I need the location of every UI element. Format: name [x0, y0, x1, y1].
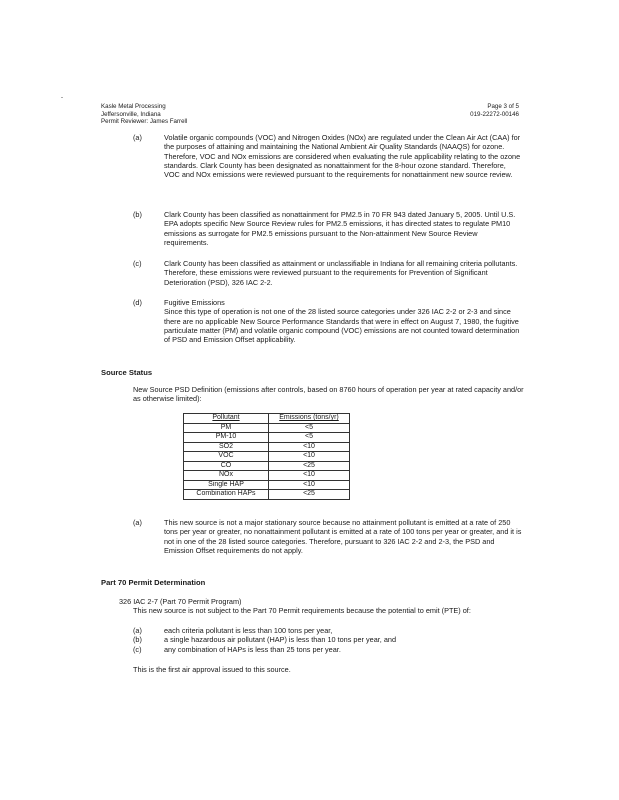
item-text: Clark County has been classified as nonattainment for PM2.5 in 70 FR 943 dated January 5, 2005. Until U.S. EPA adopts specific New Source Review rules for PM2.5 emissions, it has directed states to regulate PM10 emissions as surrogate for PM2.5 emissions pursuant to the Non-attainment New Source Review requirements. [164, 210, 516, 247]
pollutant-cell: PM [184, 423, 269, 433]
pollutant-cell: VOC [184, 452, 269, 462]
page-number: Page 3 of 5 [487, 103, 519, 110]
part70-intro: This new source is not subject to the Part 70 Permit requirements because the potential to emit (PTE) of: [133, 606, 471, 615]
table-header-row [184, 414, 350, 424]
emission-cell: <10 [269, 442, 350, 452]
table-row [184, 442, 350, 452]
table-row [184, 490, 350, 500]
pollutant-cell: Single HAP [184, 480, 269, 490]
item-c [133, 259, 523, 287]
table-row [184, 471, 350, 481]
table-row [184, 423, 350, 433]
company-location: Jeffersonville, Indiana [101, 110, 161, 118]
company-name: Kasle Metal Processing [101, 103, 166, 110]
table-row [184, 461, 350, 471]
item-text: This new source is not a major stationary source because no attainment pollutant is emitted at a rate of 250 tons per year or greater, no nonattainment pollutant is emitted at a rate of 100 tons per year or greater, and it is not in one of the 28 listed source categories. Therefore, pursuant to 326 IAC 2-2 and 2-3, the PSD and Emission Offset requirements do not apply. [164, 518, 522, 555]
pollutant-cell: CO [184, 461, 269, 471]
emission-cell: <5 [269, 433, 350, 443]
header-left [101, 103, 187, 126]
closing-statement: This is the first air approval issued to this source. [133, 665, 291, 674]
source-status-note [133, 518, 523, 555]
list-item-text: each criteria pollutant is less than 100 tons per year, [164, 626, 333, 635]
list-item [133, 626, 523, 635]
header-right [470, 103, 519, 118]
column-header: Pollutant [184, 414, 269, 424]
emission-cell: <10 [269, 480, 350, 490]
psd-definition: New Source PSD Definition (emissions after controls, based on 8760 hours of operation per year at rated capacity and/or as otherwise limited): [133, 385, 524, 404]
item-b [133, 210, 523, 247]
list-item-label: (a) [133, 626, 142, 635]
item-a [133, 133, 523, 179]
emissions-table [183, 413, 350, 500]
part70-heading: Part 70 Permit Determination [101, 578, 206, 587]
emission-cell: <10 [269, 452, 350, 462]
pte-list [133, 626, 523, 654]
item-label: (b) [133, 210, 142, 219]
item-label: (d) [133, 298, 142, 307]
pollutant-cell: Combination HAPs [184, 490, 269, 500]
permit-reviewer: Permit Reviewer: James Farrell [101, 118, 188, 126]
list-item [133, 645, 523, 654]
item-label: (c) [133, 259, 142, 268]
pollutant-cell: NOx [184, 471, 269, 481]
emission-cell: <25 [269, 490, 350, 500]
pollutant-cell: SO2 [184, 442, 269, 452]
emission-cell: <5 [269, 423, 350, 433]
table-row [184, 452, 350, 462]
table-row [184, 433, 350, 443]
emission-cell: <10 [269, 471, 350, 481]
item-text: Since this type of operation is not one of the 28 listed source categories under 326 IAC 2-2 or 2-3 and since there are no applicable New Source Performance Standards that were in effect on August 7, 1980, the fugitive particulate matter (PM) and volatile organic compound (VOC) emissions are not counted toward determination of PSD and Emission Offset applicability. [164, 307, 520, 345]
column-header: Emissions (tons/yr) [269, 414, 350, 424]
item-label: (a) [133, 518, 142, 527]
scan-mark: - [61, 95, 63, 101]
list-item-label: (b) [133, 635, 142, 645]
item-label: (a) [133, 133, 142, 142]
pollutant-cell: PM-10 [184, 433, 269, 443]
list-item-text: any combination of HAPs is less than 25 tons per year. [164, 644, 341, 654]
table-row [184, 480, 350, 490]
item-title: Fugitive Emissions [164, 298, 225, 307]
list-item-label: (c) [133, 644, 142, 654]
item-text: Volatile organic compounds (VOC) and Nitrogen Oxides (NOx) are regulated under the Clean Air Act (CAA) for the purposes of attaining and maintaining the National Ambient Air Quality Standards (NAAQS) for ozone. Therefore, VOC and NOx emissions are considered when evaluating the rule applicability relating to the ozone standards. Clark County has been designated as nonattainment for the 8-hour ozone standard. Therefore, VOC and NOx emissions were reviewed pursuant to the requirements for nonattainment new source review. [164, 133, 521, 180]
source-status-heading: Source Status [101, 368, 153, 377]
part70-rule: 326 IAC 2-7 (Part 70 Permit Program) [119, 597, 242, 606]
emission-cell: <25 [269, 461, 350, 471]
item-text: Clark County has been classified as attainment or unclassifiable in Indiana for all remaining criteria pollutants. Therefore, these emissions were reviewed pursuant to the requirements for Prevention of Significant Deterioration (PSD), 326 IAC 2-2. [164, 259, 518, 287]
list-item [133, 635, 523, 644]
list-item-text: a single hazardous air pollutant (HAP) is less than 10 tons per year, and [164, 635, 397, 645]
permit-number: 019-22272-00146 [470, 110, 519, 118]
item-d [133, 298, 523, 344]
